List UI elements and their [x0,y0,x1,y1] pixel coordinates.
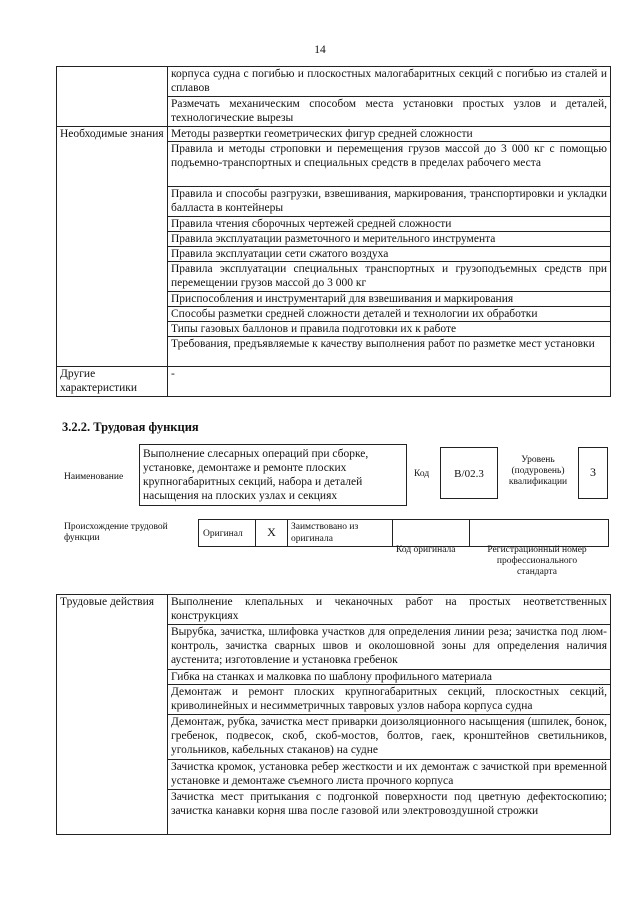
action-item: Зачистка мест притыкания с подгонкой поверхности под цветную дефектоскопию; зачистка канавки корня шва после газовой или электровоздушной строжки [168,790,611,835]
knowledge-item: Правила эксплуатации специальных транспортных и грузоподъемных средств при перемещении грузов массой до 3 000 кг [168,262,611,292]
knowledge-item: Правила эксплуатации сети сжатого воздуха [168,247,611,262]
code-value: B/02.3 [454,468,484,480]
other-item: - [168,367,611,397]
reg-number-caption: Регистрационный номер профессионального стандарта [487,545,587,577]
knowledge-item: Правила чтения сборочных чертежей средней сложности [168,217,611,232]
original-label: Оригинал [203,529,243,539]
section-heading: 3.2.2. Трудовая функция [62,420,199,434]
row-label-actions: Трудовые действия [57,595,168,835]
level-value: 3 [590,465,596,479]
reg-number-cell [469,519,609,547]
knowledge-item: Методы развертки геометрических фигур средней сложности [168,127,611,142]
skill-item: корпуса судна с погибью и плоскостных малогабаритных секций с погибью из сталей и сплавов [168,67,611,97]
name-value-box [139,444,407,506]
mark-cell [255,519,288,547]
knowledge-table [56,66,611,397]
knowledge-item: Приспособления и инструментарий для взвешивания и маркирования [168,292,611,307]
action-item: Вырубка, зачистка, шлифовка участков для определения линии реза; зачистка под люм-контроль, зачистка сварных швов и околошовной зоны для определения наличия аустенита; изготовление и установка гребенок [168,625,611,670]
borrowed-cell [287,519,393,547]
labor-actions-table [56,594,611,835]
original-cell [198,519,256,547]
row-label-other: Другие характеристики [57,367,168,397]
action-item: Демонтаж и ремонт плоских крупногабаритных секций, плоскостных секций, криволинейных и несимметричных тавровых узлов набора корпуса судна [168,685,611,715]
code-original-caption: Код оригинала [396,545,456,555]
knowledge-item: Правила и способы разгрузки, взвешивания, маркирования, транспортировки и укладки балласта в контейнеры [168,187,611,217]
level-label: Уровень (подуровень) квалификации [508,455,568,487]
action-item: Гибка на станках и малковка по шаблону профильного материала [168,670,611,685]
name-label: Наименование [64,472,124,482]
borrowed-label: Заимствовано из оригинала [291,522,359,544]
knowledge-item: Способы разметки средней сложности деталей и технологии их обработки [168,307,611,322]
level-value-box [578,447,608,499]
code-original-cell [392,519,470,547]
name-value: Выполнение слесарных операций при сборке, установке, демонтаже и ремонте плоских крупногабаритных секций, набора и деталей насыщения на плоских узлах и секциях [143,448,369,502]
action-item: Демонтаж, рубка, зачистка мест приварки доизоляционного насыщения (шпилек, бонок, гребенок, подвесок, скоб, скоб-мостов, болтов, гаек, кронштейнов светильников, угольников, кабельных стаканов) на судне [168,715,611,760]
knowledge-item: Правила эксплуатации разметочного и мерительного инструмента [168,232,611,247]
row-label-knowledge: Необходимые знания [57,127,168,367]
origin-label: Происхождение трудовой функции [64,522,168,543]
knowledge-item: Правила и методы строповки и перемещения грузов массой до 3 000 кг с помощью подъемно-транспортных и специальных средств в пределах рабочего места [168,142,611,187]
action-item: Зачистка кромок, установка ребер жесткости и их демонтаж с зачисткой при временной установке и демонтаже съемного листа прочного корпуса [168,760,611,790]
row-label-empty [57,67,168,127]
knowledge-item: Типы газовых баллонов и правила подготовки их к работе [168,322,611,337]
page-number: 14 [314,44,326,56]
action-item: Выполнение клепальных и чеканочных работ на простых неответственных конструкциях [168,595,611,625]
knowledge-item: Требования, предъявляемые к качеству выполнения работ по разметке мест установки [168,337,611,367]
original-mark: X [267,525,276,539]
code-label: Код [414,469,430,479]
code-value-box [440,447,498,499]
skill-item: Размечать механическим способом места установки простых узлов и деталей, технологические вырезы [168,97,611,127]
